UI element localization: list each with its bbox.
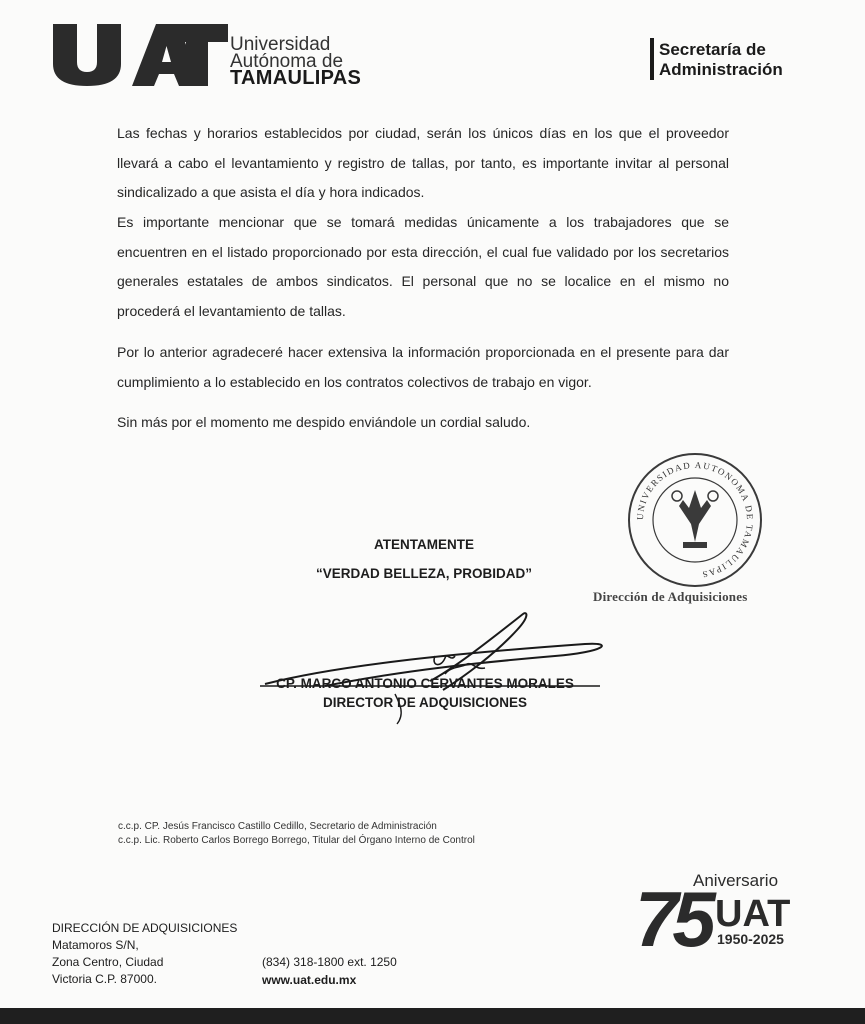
footer-address-line2: Zona Centro, Ciudad <box>52 955 164 969</box>
anniversary-logo <box>635 868 805 950</box>
closing-salutation: ATENTAMENTE <box>374 537 474 552</box>
secretariat-line1: Secretaría de <box>659 40 766 59</box>
signer-title: DIRECTOR DE ADQUISICIONES <box>322 695 528 710</box>
anniversary-number: 75 <box>635 875 710 950</box>
anniversary-brand: UAT <box>715 893 791 935</box>
seal-ring-text: UNIVERSIDAD AUTONOMA DE TAMAULIPAS <box>634 459 756 580</box>
handwritten-signature <box>255 606 615 731</box>
secretariat-line2: Administración <box>659 60 783 79</box>
footer-bar <box>0 1008 865 1024</box>
university-name-line1: Universidad <box>230 34 331 55</box>
body-paragraph-2: Es importante mencionar que se tomará medidas únicamente a los trabajadores que se encuentren en el listado proporcionado por esta dirección, el cual fue validado por los secretarios generales estatales de ambos sindicatos. El personal que no se localice en el mismo no procederá el levantamiento de tallas. <box>117 214 729 319</box>
seal-caption: Dirección de Adquisiciones <box>593 589 748 604</box>
uat-logo <box>50 18 230 90</box>
university-name-line3: TAMAULIPAS <box>230 67 362 89</box>
footer-department: DIRECCIÓN DE ADQUISICIONES <box>52 921 238 935</box>
signer-name: CP. MARCO ANTONIO CERVANTES MORALES <box>276 676 574 691</box>
footer-phone: (834) 318-1800 ext. 1250 <box>262 955 397 969</box>
footer-address-line1: Matamoros S/N, <box>52 938 139 952</box>
secretariat-bar <box>650 38 654 80</box>
body-paragraph-1: Las fechas y horarios establecidos por ciudad, serán los únicos días en los que el proveedor llevará a cabo el levantamiento y registro de tallas, por tanto, es importante invitar al personal sindicalizado a que asista el día y hora indicados. <box>117 125 729 200</box>
anniversary-label: Aniversario <box>693 871 779 890</box>
cc-line-2: c.c.p. Lic. Roberto Carlos Borrego Borrego, Titular del Órgano Interno de Control <box>118 835 475 846</box>
anniversary-years: 1950-2025 <box>717 931 784 947</box>
closing-motto: “VERDAD BELLEZA, PROBIDAD” <box>315 566 532 581</box>
university-seal <box>625 450 765 590</box>
body-paragraph-4: Sin más por el momento me despido enviándole un cordial saludo. <box>117 414 531 430</box>
footer-website-link[interactable]: www.uat.edu.mx <box>262 973 357 987</box>
cc-line-1: c.c.p. CP. Jesús Francisco Castillo Cedillo, Secretario de Administración <box>118 821 437 832</box>
body-paragraph-3: Por lo anterior agradeceré hacer extensiva la información proporcionada en el presente para dar cumplimiento a lo establecido en los contratos colectivos de trabajo en vigor. <box>117 344 729 390</box>
footer-address-line3: Victoria C.P. 87000. <box>52 972 157 986</box>
university-name-line2: Autónoma de <box>230 51 344 72</box>
